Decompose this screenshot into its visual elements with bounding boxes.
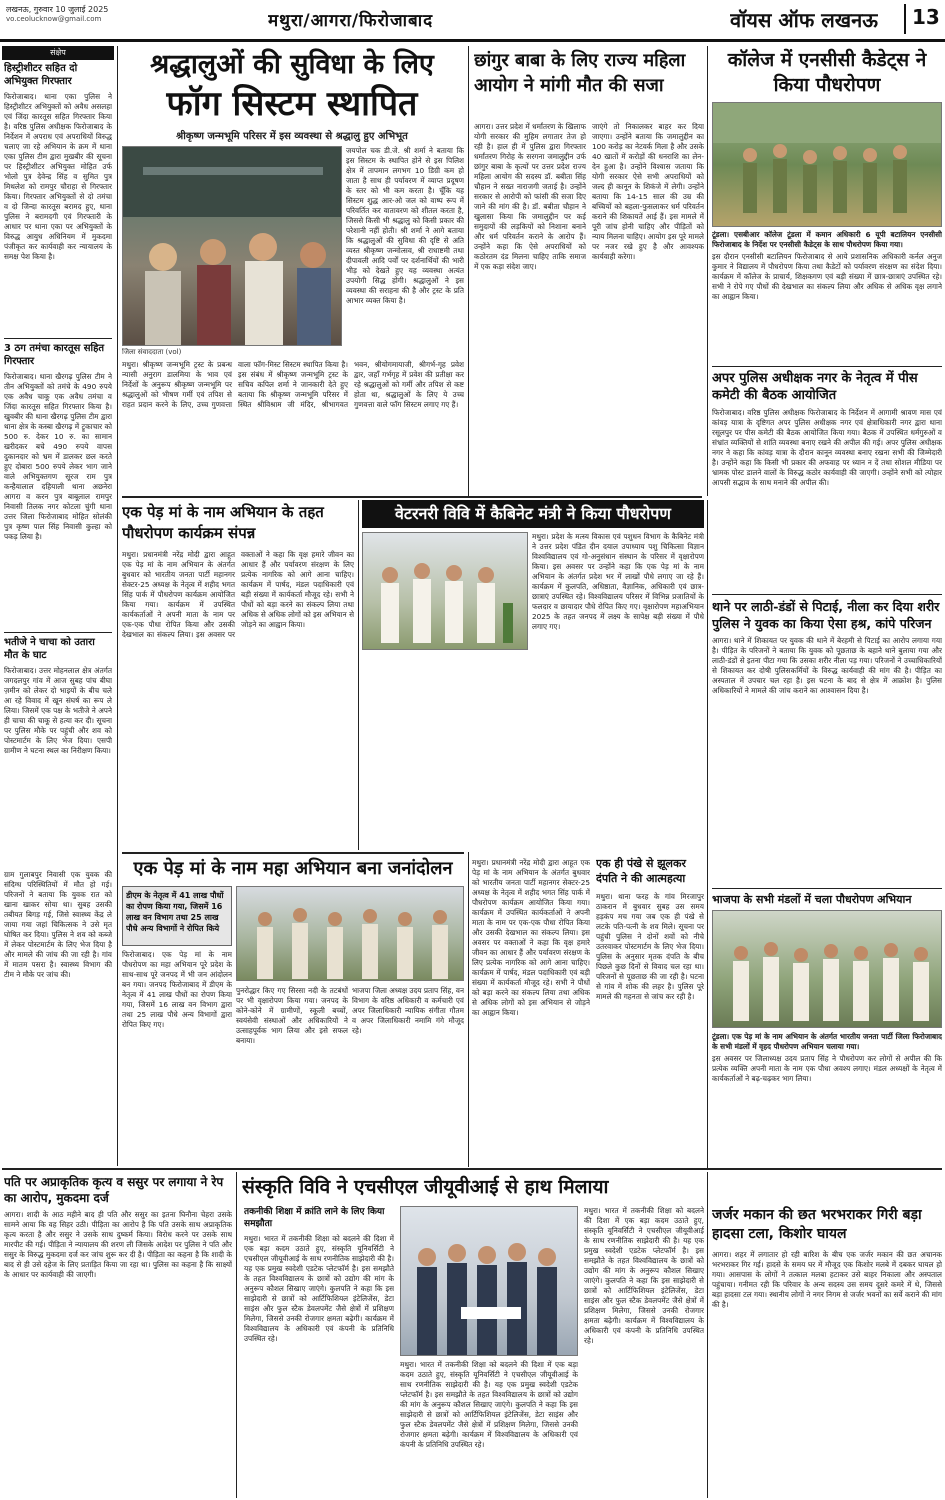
contact-email: vo.ceolucknow@gmail.com xyxy=(6,15,102,23)
jan-andolan-headline: एक पेड़ मां के नाम महा अभियान बना जनांदोलन xyxy=(133,858,453,879)
issue-date: लखनऊ, गुरुवार 10 जुलाई 2025 xyxy=(6,5,109,14)
fog-body-col1: जयपोल चक डी.जे. श्री शर्मा ने बताया कि इस सिस्टम के स्थापित होने से इस पिलिश क्षेत्र में तापमान लगभग 10 डिग्री कम हो जाता है साथ ही पर्यावरण में व्याप्त प्रदूषण के स्तर को भी कम करता है। चूँकि यह सिस्टम शुद्ध आर-ओ जल को वाष्प रूप में परिवर्तित कर वातावरण को शीतल करता है, जिससे किसी भी श्रद्धालु को किसी प्रकार की परेशानी नहीं होती। श्री शर्मा ने आगे बताया कि श्रद्धालुओं की सुविधा की दृष्टि से अति व्यस्त श्रीकृष्ण जन्मोत्सव, श्री राधाष्टमी तथा दीपावली आदि पर्वों पर दर्शनार्थियों की भारी भीड़ को देखते हुए यह व्यवस्था अत्यंत उपयोगी सिद्ध होगी। श्रद्धालुओं ने इस व्यवस्था की सराहना की है और ट्रस्ट के प्रति आभार व्यक्त किया है। xyxy=(346,146,464,305)
fog-photo xyxy=(122,146,342,346)
changur-body-col2: जाएंगे तो निकालकर बाहर कर दिया जाएगा। उन्होंने बताया कि जमालुद्दीन का 100 करोड़ का नेटवर्क मिला है और उसके 40 खातों में करोड़ों की धनराशि का लेन-देन हुआ है। उन्होंने विश्वास जताया कि योगी सरकार ऐसे सभी अपराधियों को जल्द ही कानून के शिकंजे में लेगी। उन्होंने बताया कि 14-15 साल की उम्र की बच्चियों को बहला-फुसलाकर धर्म परिवर्तन कराने की शिकायतें आई हैं। इस मामले में पूरी जांच होनी चाहिए और पीड़ितों को न्याय मिलना चाहिए। आयोग इस पूरे मामले पर नजर रखे हुए है और आवश्यक कार्यवाही करेगा। xyxy=(592,122,704,261)
page-divider xyxy=(904,4,906,34)
sanskriti-deck: तकनीकी शिक्षा में क्रांति लाने के लिए किया समझौता xyxy=(244,1207,385,1229)
bjp-plantation-headline: भाजपा के सभी मंडलों में चला पौधरोपण अभियान xyxy=(712,893,912,906)
divider xyxy=(4,338,112,339)
column-rule xyxy=(358,500,359,850)
page-number: 13 xyxy=(912,5,940,29)
brief-3-body: फिरोजाबाद। उत्तर मोहनलाल क्षेत्र अंतर्गत जगदलपुर गांव में आज सुबह पांच बीघा ज़मीन को लेकर दो भाइयों के बीच चले आ रहे विवाद में खून संघर्ष का रूप ले लिया। जिसमें एक पक्ष के भतीजे ने अपने ही चाचा की चाकू से हत्या कर दी। सूचना पर पुलिस मौके पर पहुंची और शव को पोस्टमार्टम के लिए भेज दिया। एसपी ग्रामीण ने घटना स्थल का निरीक्षण किया। xyxy=(4,666,112,755)
fog-headline-line1: श्रद्धालुओं की सुविधा के लिए xyxy=(150,49,434,80)
column-rule xyxy=(468,852,469,1167)
sanskriti-body-col1: मथुरा। भारत में तकनीकी शिक्षा को बदलने की दिशा में एक बड़ा कदम उठाते हुए, संस्कृति यूनिवर्सिटी ने एचसीएल जीयूवीआई के साथ रणनीतिक साझेदारी की है। यह एक प्रमुख स्वदेशी एडटेक प्लेटफॉर्म है। इस समझौते के तहत विश्वविद्यालय के छात्रों को उद्योग की मांग के अनुरूप कौशल सिखाए जाएंगे। कुलपति ने कहा कि इस साझेदारी से छात्रों को आर्टिफिशियल इंटेलिजेंस, डेटा साइंस और फुल स्टैक डेवलपमेंट जैसे क्षेत्रों में प्रशिक्षण मिलेगा, जिससे उनकी रोजगार क्षमता बढ़ेगी। कार्यक्रम में विश्वविद्यालय के अधिकारी एवं कंपनी के प्रतिनिधि उपस्थित रहे। xyxy=(244,1234,394,1343)
couple-left-body: मथुरा। प्रधानमंत्री नरेंद्र मोदी द्वारा आहूत एक पेड़ मां के नाम अभियान के अंतर्गत बुधवार को भारतीय जनता पार्टी महानगर सेक्टर-25 अध्यक्ष के नेतृत्व में शहीद भगत सिंह पार्क में पौधरोपण कार्यक्रम आयोजित किया गया। कार्यक्रम में उपस्थित कार्यकर्ताओं ने अपनी माता के नाम पर एक-एक पौधा रोपित किया और उसकी देखभाल का संकल्प लिया। इस अवसर पर वक्ताओं ने कहा कि वृक्ष हमारे जीवन का आधार हैं और पर्यावरण संरक्षण के लिए प्रत्येक नागरिक को आगे आना चाहिए। कार्यक्रम में पार्षद, मंडल पदाधिकारी एवं बड़ी संख्या में कार्यकर्ता मौजूद रहे। सभी ने पौधों को बड़ा करने का संकल्प लिया तथा अधिक से अधिक लोगों को इस अभियान से जोड़ने का आह्वान किया। xyxy=(472,858,590,1017)
section-title: मथुरा/आगरा/फिरोजाबाद xyxy=(268,11,434,31)
bjp-plantation-photo xyxy=(712,910,942,1028)
fog-subhead: श्रीकृष्ण जन्मभूमि परिसर में इस व्यवस्था से श्रद्धालु हुए अभिभूत xyxy=(176,131,408,142)
ncc-photo xyxy=(712,102,942,227)
bjp-plantation-caption: टूंडला। एक पेड़ मां के नाम अभियान के अंतर्गत भारतीय जनता पार्टी जिला फिरोजाबाद के सभी मंडलों में वृहद पौधरोपण अभियान चलाया गया। xyxy=(712,1032,942,1051)
changur-headline: छांगुर बाबा के लिए राज्य महिला आयोग ने मांगी मौत की सजा xyxy=(474,50,686,96)
peace-committee-body: फिरोजाबाद। वरिष्ठ पुलिस अधीक्षक फिरोजाबाद के निर्देशन में आगामी श्रावण मास एवं कांवड़ यात्रा के दृष्टिगत अपर पुलिस अधीक्षक नगर एवं क्षेत्राधिकारी नगर द्वारा थाना रसूलपुर पर पीस कमेटी की बैठक आयोजित किया गया। बैठक में उपस्थित धर्मगुरुओं व संभ्रांत व्यक्तियों से शांति व्यवस्था बनाए रखने की अपील की गई। अपर पुलिस अधीक्षक नगर ने कहा कि कांवड़ यात्रा के दौरान कानून व्यवस्था बनाए रखना सभी की जिम्मेदारी है। उन्होंने कहा कि किसी भी प्रकार की अफवाह पर ध्यान न दें तथा सोशल मीडिया पर भ्रामक पोस्ट डालने वालों के विरुद्ध कठोर कार्यवाही की जाएगी। उन्होंने सभी को त्योहार आपसी सद्भाव के साथ मनाने की अपील की। xyxy=(712,408,942,487)
police-beating-body: आगरा। थाने में शिकायत पर युवक की थाने में बेरहमी से पिटाई का आरोप लगाया गया है। पीड़ित के परिजनों ने बताया कि युवक को पूछताछ के बहाने थाने बुलाया गया और लाठी-डंडों से इतना पीटा गया कि उसका शरीर नीला पड़ गया। परिजनों ने उच्चाधिकारियों से शिकायत कर दोषी पुलिसकर्मियों के विरुद्ध कार्यवाही की मांग की है। पीड़ित का अस्पताल में उपचार चल रहा है। इस घटना के बाद से क्षेत्र में आक्रोश है। पुलिस अधिकारियों ने मामले की जांच कराने का आश्वासन दिया है। xyxy=(712,636,942,695)
sanskriti-body-col3: मथुरा। भारत में तकनीकी शिक्षा को बदलने की दिशा में एक बड़ा कदम उठाते हुए, संस्कृति यूनिवर्सिटी ने एचसीएल जीयूवीआई के साथ रणनीतिक साझेदारी की है। यह एक प्रमुख स्वदेशी एडटेक प्लेटफॉर्म है। इस समझौते के तहत विश्वविद्यालय के छात्रों को उद्योग की मांग के अनुरूप कौशल सिखाए जाएंगे। कुलपति ने कहा कि इस साझेदारी से छात्रों को आर्टिफिशियल इंटेलिजेंस, डेटा साइंस और फुल स्टैक डेवलपमेंट जैसे क्षेत्रों में प्रशिक्षण मिलेगा, जिससे उनकी रोजगार क्षमता बढ़ेगी। कार्यक्रम में विश्वविद्यालय के अधिकारी एवं कंपनी के प्रतिनिधि उपस्थित रहे। xyxy=(584,1206,704,1345)
ek-ped-body: मथुरा। प्रधानमंत्री नरेंद्र मोदी द्वारा आहूत एक पेड़ मां के नाम अभियान के अंतर्गत बुधवार को भारतीय जनता पार्टी महानगर सेक्टर-25 अध्यक्ष के नेतृत्व में शहीद भगत सिंह पार्क में पौधरोपण कार्यक्रम आयोजित किया गया। कार्यक्रम में उपस्थित कार्यकर्ताओं ने अपनी माता के नाम पर एक-एक पौधा रोपित किया और उसकी देखभाल का संकल्प लिया। इस अवसर पर वक्ताओं ने कहा कि वृक्ष हमारे जीवन का आधार हैं और पर्यावरण संरक्षण के लिए प्रत्येक नागरिक को आगे आना चाहिए। कार्यक्रम में पार्षद, मंडल पदाधिकारी एवं बड़ी संख्या में कार्यकर्ता मौजूद रहे। सभी ने पौधों को बड़ा करने का संकल्प लिया तथा अधिक से अधिक लोगों को इस अभियान से जोड़ने का आह्वान किया। xyxy=(122,550,354,639)
ek-ped-headline: एक पेड़ मां के नाम अभियान के तहत पौधरोपण कार्यक्रम संपन्न xyxy=(122,503,324,542)
fir-headline: पति पर अप्राकृतिक कृत्य व ससुर पर लगाया ने रेप का आरोप, मुकदमा दर्ज xyxy=(4,1175,224,1205)
roof-collapse-headline: जर्जर मकान की छत भरभराकर गिरी बड़ा हादसा टला, किशोर घायल xyxy=(712,1207,922,1242)
jan-andolan-photo xyxy=(236,886,464,981)
divider xyxy=(712,366,942,367)
bjp-photo-graphic xyxy=(713,911,942,1028)
brief-2-body: फिरोजाबाद। थाना खैरगढ़ पुलिस टीम ने तीन अभियुक्तों को तमंचे के 490 रुपये एक अवैध चाकू एक अवैध तमंचा व जिंदा कारतूस सहित गिरफ्तार किया है। खुवबीर की थाना खैरगढ़ पुलिस टीम द्वारा थाना क्षेत्र के कस्बा खैरगढ़ में ट्रूकाचार को 500 रु. देकर 10 रु. का सामान खरीदकर बचे 490 रुपये वापस दुकानदार को भ्रम में डालकर छल करते हुए दोबारा 500 रुपये लेकर भाग जाने वाले अभियुक्तगण सूरज राम पुत्र कन्हैयालाल दहियाली थाना अछनेरा आगरा व करन पुत्र बाबूलाल रामपुर निवासी तिलक नगर कोटला चुंगी थाना उत्तर जिला फिरोजाबाद मोहित सोलंकी पुत्र कृष्ण पाल सिंह निवासी कुल्हा को पकड़ लिया है। xyxy=(4,372,112,541)
column-rule xyxy=(468,46,469,496)
column-rule xyxy=(707,1172,708,1498)
masthead xyxy=(0,0,945,42)
jan-andolan-photo-graphic xyxy=(237,887,464,981)
divider xyxy=(712,888,942,889)
divider xyxy=(122,496,702,498)
jan-andolan-body-col2: पुनरोद्धार किए गए सिरसा नदी के तटबंधों पर भी वृक्षारोपण किया गया। जनपद के कोने-कोने में ग्रामीणों, स्कूली बच्चों, स्वयंसेवी संस्थाओं और अधिकारियों ने उत्साहपूर्वक भाग लिया और इसे सफल बनाया। xyxy=(236,986,348,1045)
brief-4-body: ग्राम गुलाबपुर निवासी एक युवक की संदिग्ध परिस्थितियों में मौत हो गई। परिजनों ने बताया कि युवक रात को खाना खाकर सोया था। सुबह उसकी तबीयत बिगड़ गई, जिसे स्वास्थ्य केंद्र ले जाया गया जहां चिकित्सक ने उसे मृत घोषित कर दिया। पुलिस ने शव को कब्जे में लेकर पोस्टमार्टम के लिए भेज दिया है और मामले की जांच की जा रही है। गांव में मातम पसरा है। स्वास्थ्य विभाग की टीम ने मौके पर जांच की। xyxy=(4,870,112,979)
divider xyxy=(2,1168,942,1170)
sanskriti-photo xyxy=(400,1206,578,1356)
sankshep-label: संक्षेप xyxy=(2,46,114,60)
brief-1-headline: हिस्ट्रीशीटर सहित दो अभियुक्त गिरफ्तार xyxy=(4,63,78,87)
divider xyxy=(122,852,464,854)
fir-body: आगरा। शादी के आठ महीने बाद ही पति और ससुर का इतना घिनौना चेहरा उसके सामने आया कि वह सिहर उठी। पीड़िता का आरोप है कि पति उसके साथ अप्राकृतिक कृत्य करता है और ससुर ने उसके साथ दुष्कर्म किया। विरोध करने पर उसके साथ मारपीट की गई। पीड़िता ने न्यायालय की शरण ली जिसके आदेश पर पुलिस ने पति और ससुर के विरुद्ध मुकदमा दर्ज कर जांच शुरू कर दी है। पीड़िता का कहना है कि शादी के बाद से ही उसे दहेज के लिए प्रताड़ित किया जा रहा था। पुलिस का कहना है कि साक्ष्यों के आधार पर कार्यवाही की जाएगी। xyxy=(4,1210,232,1279)
column-rule xyxy=(117,46,118,1166)
peace-committee-headline: अपर पुलिस अधीक्षक नगर के नेतृत्व में पीस कमेटी की बैठक आयोजित xyxy=(712,371,918,403)
column-rule xyxy=(707,500,708,1170)
couple-suicide-body: मथुरा। थाना फरह के गांव मिरजापुर ठाकरान में बुधवार सुबह उस समय हड़कंप मच गया जब एक ही पंखे से लटके पति-पत्नी के शव मिले। सूचना पर पहुंची पुलिस ने दोनों शवों को नीचे उतरवाकर पोस्टमार्टम के लिए भेज दिया। पुलिस के अनुसार मृतक दंपति के बीच पिछले कुछ दिनों से विवाद चल रहा था। परिजनों से पूछताछ की जा रही है। घटना से गांव में शोक की लहर है। पुलिस पूरे मामले की गहनता से जांच कर रही है। xyxy=(596,892,704,1001)
ncc-headline: कॉलेज में एनसीसी कैडेट्स ने किया पौधरोपण xyxy=(727,49,927,96)
roof-collapse-body: आगरा। शहर में लगातार हो रही बारिश के बीच एक जर्जर मकान की छत अचानक भरभराकर गिर गई। हादसे के समय घर में मौजूद एक किशोर मलबे में दबकर घायल हो गया। आसपास के लोगों ने तत्काल मलबा हटाकर उसे बाहर निकाला और अस्पताल पहुंचाया। गनीमत रही कि परिवार के अन्य सदस्य उस समय दूसरे कमरे में थे, जिससे बड़ा हादसा टल गया। स्थानीय लोगों ने नगर निगम से जर्जर भवनों का सर्वे कराने की मांग की है। xyxy=(712,1250,942,1309)
ncc-body: इस दौरान एनसीसी बटालियन फिरोजाबाद से आये प्रशासनिक अधिकारी कर्नल अनुज कुमार ने विद्यालय में पौधरोपण किया तथा कैडेटों को पर्यावरण संरक्षण का संदेश दिया। कार्यक्रम में कॉलेज के प्राचार्य, शिक्षकगण एवं बड़ी संख्या में छात्र-छात्राएं उपस्थित रहे। सभी ने रोपे गए पौधों की देखभाल का संकल्प लिया और अधिक से अधिक वृक्ष लगाने का आह्वान किया। xyxy=(712,252,942,301)
sanskriti-photo-graphic xyxy=(401,1207,578,1356)
sanskriti-body-col2: मथुरा। भारत में तकनीकी शिक्षा को बदलने की दिशा में एक बड़ा कदम उठाते हुए, संस्कृति यूनिवर्सिटी ने एचसीएल जीयूवीआई के साथ रणनीतिक साझेदारी की है। यह एक प्रमुख स्वदेशी एडटेक प्लेटफॉर्म है। इस समझौते के तहत विश्वविद्यालय के छात्रों को उद्योग की मांग के अनुरूप कौशल सिखाए जाएंगे। कुलपति ने कहा कि इस साझेदारी से छात्रों को आर्टिफिशियल इंटेलिजेंस, डेटा साइंस और फुल स्टैक डेवलपमेंट जैसे क्षेत्रों में प्रशिक्षण मिलेगा, जिससे उनकी रोजगार क्षमता बढ़ेगी। कार्यक्रम में विश्वविद्यालय के अधिकारी एवं कंपनी के प्रतिनिधि उपस्थित रहे। xyxy=(400,1360,578,1449)
couple-suicide-headline: एक ही पंखे से झूलकर दंपति ने की आत्महत्या xyxy=(596,857,686,885)
veterinary-body: मथुरा। प्रदेश के मत्स्य विकास एवं पशुधन विभाग के कैबिनेट मंत्री ने उत्तर प्रदेश पंडित दीन दयाल उपाध्याय पशु चिकित्सा विज्ञान विश्वविद्यालय एवं गो-अनुसंधान संस्थान के परिसर में वृक्षारोपण किया। इस अवसर पर उन्होंने कहा कि एक पेड़ मां के नाम अभियान के अंतर्गत प्रदेश भर में लाखों पौधे लगाए जा रहे हैं। कार्यक्रम में कुलपति, अधिष्ठाता, वैज्ञानिक, अधिकारी एवं छात्र-छात्राएं उपस्थित रहे। विश्वविद्यालय परिसर में विभिन्न प्रजातियों के फलदार व छायादार पौधे रोपित किए गए। वृक्षारोपण महाअभियान 2025 के तहत जनपद में लक्ष्य के सापेक्ष बड़ी संख्या में पौधे लगाए गए। xyxy=(532,532,704,631)
fog-headline-line2: फॉग सिस्टम स्थापित xyxy=(166,84,418,124)
brief-2-headline: 3 ठग तमंचा कारतूस सहित गिरफ्तार xyxy=(4,343,105,367)
crowd-photo-graphic xyxy=(123,147,342,346)
changur-body-col1: आगरा। उत्तर प्रदेश में धर्मांतरण के खिलाफ योगी सरकार की मुहिम लगातार तेज हो रही है। हाल ही में पुलिस द्वारा गिरफ्तार धर्मांतरण गिरोह के सरगना जमालुद्दीन उर्फ छांगुर बाबा के कृत्यों पर उत्तर प्रदेश राज्य महिला आयोग की सदस्य डॉ. बबीता सिंह चौहान ने सख्त नाराजगी जताई है। उन्होंने सरकार से आरोपी को फांसी की सजा दिए जाने की मांग की है। डॉ. बबीता चौहान ने खुलासा किया कि जमालुद्दीन पर कई समुदायों की लड़कियों को निशाना बनाने और धर्म परिवर्तन कराने के आरोप हैं। उन्होंने कहा कि ऐसे अपराधियों को कठोरतम दंड मिलना चाहिए ताकि समाज में एक कड़ा संदेश जाए। xyxy=(474,122,586,271)
column-rule xyxy=(236,1172,237,1498)
column-rule xyxy=(707,46,708,496)
jan-andolan-highlight-box xyxy=(122,886,232,946)
brief-3-headline: भतीजे ने चाचा को उतारा मौत के घाट xyxy=(4,637,95,661)
divider xyxy=(4,632,112,633)
jan-andolan-body-col1: फिरोजाबाद। एक पेड़ मां के नाम पौधरोपण का महा अभियान पूरे प्रदेश के साथ-साथ पूरे जनपद में भी जन आंदोलन बन गया। जनपद फिरोजाबाद में डीएम के नेतृत्व में 41 लाख पौधों का रोपण किया गया, जिसमें 16 लाख वन विभाग द्वारा तथा 25 लाख पौधे अन्य विभागों द्वारा रोपित किए गए। xyxy=(122,950,232,1029)
jan-andolan-highlight-text: डीएम के नेतृत्व में 41 लाख पौधों का रोपण किया गया, जिसमें 16 लाख वन विभाग तथा 25 लाख पौधे अन्य विभागों ने रोपित किये xyxy=(126,891,224,933)
veterinary-photo-graphic xyxy=(363,533,528,650)
fog-photo-caption: जिला संवाददाता (vol) xyxy=(122,348,182,356)
bjp-plantation-body: इस अवसर पर जिलाध्यक्ष उदय प्रताप सिंह ने पौधरोपण कर लोगों से अपील की कि प्रत्येक व्यक्ति अपनी माता के नाम एक पौधा अवश्य लगाए। मंडल अध्यक्षों के नेतृत्व में कार्यकर्ताओं ने बढ़-चढ़कर भाग लिया। xyxy=(712,1054,942,1083)
sanskriti-headline: संस्कृति विवि ने एचसीएल जीयूवीआई से हाथ मिलाया xyxy=(242,1176,609,1198)
veterinary-photo xyxy=(362,532,528,650)
divider xyxy=(712,594,942,595)
brief-1-body: फिरोजाबाद। थाना एका पुलिस ने हिस्ट्रीशीटर अभियुक्तों को अवैध असलहा एवं जिंदा कारतूस सहित गिरफ्तार किया है। वरिष्ठ पुलिस अधीक्षक फिरोजाबाद के निर्देशन में अपराध एवं अपराधियों विरुद्ध चलाए जा रहे अभियान के क्रम में थाना एका पुलिस टीम द्वारा मुखबीर की सूचना पर हिस्ट्रीशीटर अभियुक्त मोहित उर्फ भोलो पुत्र देवेन्द्र सिंह व सुमित पुत्र मिथलेश को रामपुर चौराहा से गिरफ्तार किया। गिरफ्तार अभियुक्तों से दो तमंचा व दो जिन्दा कारतूस बरामद हुए, थाना पुलिस ने बरामदगी एवं गिरफ्तारी के आधार पर थाना एका पर अभियुक्तों के विरुद्ध आयुध अधिनियम में मुकदमा पंजीकृत कर कार्यवाही कर न्यायालय के समक्ष पेश किया है। xyxy=(4,92,112,261)
jan-andolan-body-col3: भाजपा जिला अध्यक्ष उदय प्रताप सिंह, वन विभाग के वरिष्ठ अधिकारी व कर्मचारी एवं अपर जिलाधिकारी न्यायिक संगीता गौतम व अपर जिलाधिकारी नमामि गंगे मौजूद रहे। xyxy=(352,986,464,1035)
police-beating-headline: थाने पर लाठी-डंडों से पिटाई, नीला कर दिया शरीर पुलिस ने युवक का किया ऐसा हश्र, कांपे परिजन xyxy=(712,599,940,631)
brand-name: वॉयस ऑफ लखनऊ xyxy=(730,8,878,32)
ncc-photo-graphic xyxy=(713,103,942,227)
veterinary-headline: वेटरनरी विवि में कैबिनेट मंत्री ने किया पौधरोपण xyxy=(395,504,671,523)
ncc-caption: टूंडला। एसबीआर कॉलेज टूंडला में कमान अधिकारी 6 यूपी बटालियन एनसीसी फिरोजाबाद के निर्देश पर एनसीसी कैडेट्स के साथ पौधरोपण किया गया। xyxy=(712,230,942,249)
fog-body-col2: मथुरा। श्रीकृष्ण जन्मभूमि ट्रस्ट के प्रबन्ध न्यासी अनुराग डालमिया के भाव एवं निर्देशों के अनुरूप श्रीकृष्ण जन्मभूमि पर श्रद्धालुओं को भीषण गर्मी एवं तपिश से राहत प्रदान करने के लिए, उच्च गुणवत्ता वाला फॉग-मिस्ट सिस्टम स्थापित किया है। इस संबंध में श्रीकृष्ण जन्मभूमि ट्रस्ट के सचिव कपिल शर्मा ने जानकारी देते हुए बताया कि श्रीकृष्ण जन्मभूमि परिसर में स्थित श्रीविश्राम जी मंदिर, श्रीभागवत भवन, श्रीयोगमायाजी, श्रीगर्भ-गृह प्रवेश द्वार, जहाँ गर्भगृह में प्रवेश की प्रतीक्षा कर रहे श्रद्धालुओं को गर्मी और तपिश से कष्ट होता था, श्रद्धालुओं के लिए ये उच्च गुणवत्ता वाले फॉग सिस्टम लगाए गए हैं। xyxy=(122,360,464,409)
